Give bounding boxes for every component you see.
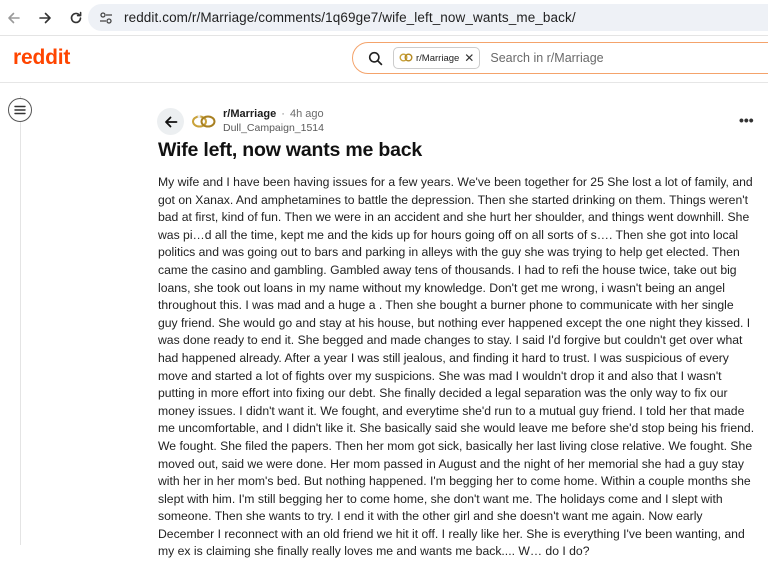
subreddit-scope-chip[interactable] [393,47,480,69]
post-age: 4h ago [290,108,324,120]
subreddit-scope-chip-label: r/Marriage [416,52,460,64]
subreddit-link[interactable]: r/Marriage [223,108,277,120]
subreddit-avatar-rings-icon[interactable] [191,113,217,129]
site-settings-tune-icon[interactable] [98,10,114,26]
search-input[interactable]: Search in r/Marriage [490,51,604,65]
reddit-logo[interactable]: reddit [13,46,71,69]
rings-icon [399,53,413,64]
close-icon[interactable]: ✕ [464,51,475,65]
browser-toolbar [0,0,768,36]
search-bar[interactable] [352,42,768,74]
address-bar-url[interactable]: reddit.com/r/Marriage/comments/1q69ge7/wife_left_now_wants_me_back/ [124,10,576,25]
reddit-header [0,36,768,83]
browser-reload-icon[interactable] [65,7,87,29]
back-button[interactable] [157,108,184,135]
search-icon [367,50,383,66]
menu-icon[interactable] [8,98,32,122]
arrow-left-icon [164,115,178,129]
browser-forward-arrow-icon[interactable] [34,7,56,29]
post-title: Wife left, now wants me back [158,139,423,161]
meta-separator: · [281,108,285,120]
author-link[interactable]: Dull_Campaign_1514 [223,122,324,134]
address-bar[interactable] [88,4,768,31]
more-options-button[interactable]: ••• [739,112,754,128]
browser-back-arrow-icon[interactable] [3,7,25,29]
left-rail-divider [20,96,21,545]
post-meta [223,108,324,120]
post-body: My wife and I have been having issues for a few years. We've been together for 25 She lost a lot of family, and got on Xanax. And amphetamines to battle the depression. Then she started drinking on them. Things weren't bad at first, kind of fun. Then we were in an accident and she hurt her shoulder, and things went downhill. She was pi…d all the time, kept me and the kids up for hours going off on all sorts of s…. Then she got into local politics and was going out to bars and parking in alleys with the guy she was trying to help get elected. Then came the casino and gambling. Gambled away tens of thousands. I had to refi the house twice, take out big loans, she took out loans in my name without my knowledge. Don't get me wrong, i wasn't being an angel throughout this. I was mad and a huge a . Then she bought a burner phone to communicate with her single guy friend. She would go and stay at his house, but nothing ever happened except the one night they kissed. I was done ready to end it. She begged and made changes to stay. I said I'd forgive but couldn't get over what had happened already. After a year I was still jealous, and finding it hard to trust. I was suspicious of every move and started a lot of fights over my suspicions. She was mad I wouldn't drop it and also that I wasn't putting in more effort into fixing our debt. She finally decided a legal separation was the only way to fix our money issues. I didn't want it. We fought, and everytime she'd run to a mutual guy friend. I told her that made me uncomfortable, and I didn't like it. She basically said she would leave me before she'd stop being his friend. We fought. She filed the papers. Then her mom got sick, basically her last living close relative. We fought. She moved out, said we were done. Her mom passed in August and the night of her memorial she had a guy stay with her in her mom's bed. But nothing happened. I'm begging her to come home. Within a couple months she slept with him. I'm still begging her to come home, she don't want me. The holidays come and I slept with someone. Then she wants to try. I end it with the other girl and she doesn't want me again. Now early December I reconnect with an old friend we hit it off. I really like her. She is everything I've been wanting, and my ex is claiming she finally really loves me and wants me back.... W… do I do? [158,175,755,559]
